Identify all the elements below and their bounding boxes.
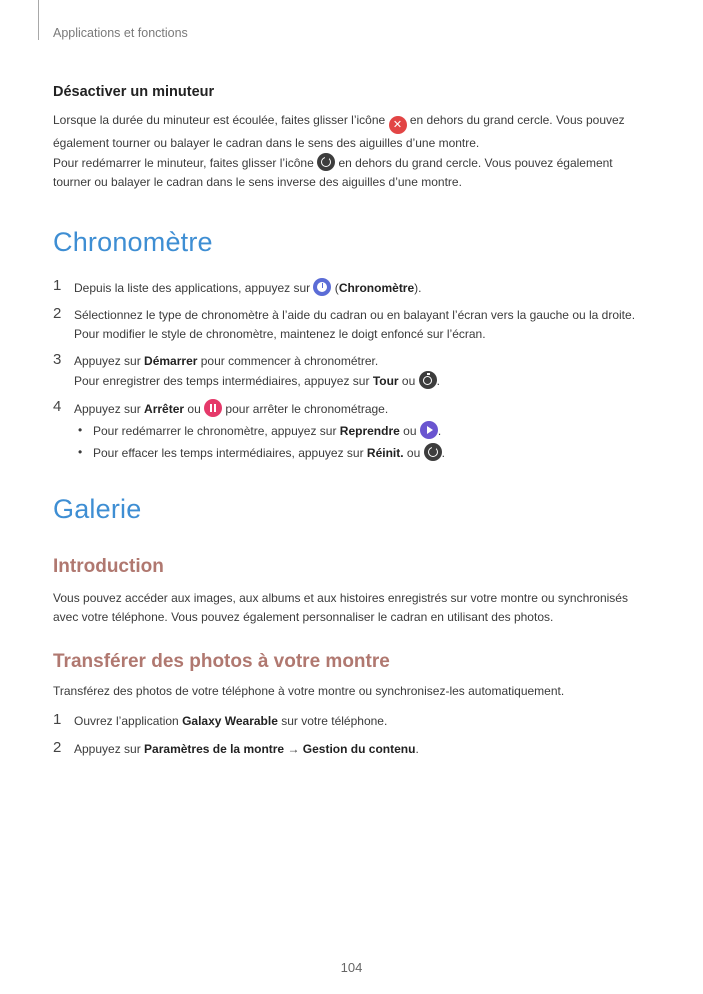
introduction-text xyxy=(53,589,653,627)
lap-icon xyxy=(419,371,437,389)
text: Pour redémarrer le minuteur, faites glisser l’icône xyxy=(53,156,318,170)
desactiver-paragraph-1 xyxy=(53,111,653,153)
text: Pour modifier le style de chronomètre, maintenez le doigt enfoncé sur l’écran. xyxy=(74,327,486,341)
text: Pour redémarrer le chronomètre, appuyez sur xyxy=(93,424,340,438)
transfer-title: Transférer des photos à votre montre xyxy=(53,651,390,672)
text: en dehors du grand cercle. Vous pouvez également tourner ou balayer le cadran dans le sens des aiguilles d’une montre. xyxy=(53,113,625,150)
text: → xyxy=(284,742,303,756)
transfer-text xyxy=(53,682,653,701)
step-number: 1 xyxy=(53,711,62,728)
text-bold: Reprendre xyxy=(339,424,400,438)
text-bold: Gestion du contenu xyxy=(302,742,416,756)
galerie-title: Galerie xyxy=(53,494,142,524)
text-bold: Démarrer xyxy=(144,354,198,368)
step-number: 1 xyxy=(53,277,62,294)
text: . xyxy=(436,374,440,388)
pause-icon xyxy=(204,399,222,417)
bullet-item xyxy=(74,443,674,463)
text: Vous pouvez accéder aux images, aux albums et aux histoires enregistrés sur votre montre ou synchronisés avec votre téléphone. Vous pouvez également personnaliser le cadran en utilisant des photos. xyxy=(53,591,628,624)
text-bold: Réinit. xyxy=(366,446,404,460)
text: . xyxy=(441,446,445,460)
text-bold: Arrêter xyxy=(144,402,185,416)
chronometre-step-3 xyxy=(53,352,674,391)
text: ). xyxy=(414,281,422,295)
text: pour commencer à chronométrer. xyxy=(197,354,379,368)
step-number: 3 xyxy=(53,351,62,368)
text-bold: Chronomètre xyxy=(338,281,415,295)
stopwatch-app-icon xyxy=(313,278,331,296)
text: Ouvrez l’application xyxy=(74,714,183,728)
header-divider xyxy=(38,0,39,40)
chronometre-title: Chronomètre xyxy=(53,227,213,257)
text: ( xyxy=(331,281,339,295)
text: Appuyez sur xyxy=(74,742,145,756)
text-bold: Paramètres de la montre xyxy=(144,742,285,756)
page-header: Applications et fonctions xyxy=(53,26,188,40)
text: sur votre téléphone. xyxy=(277,714,388,728)
galerie-step-2 xyxy=(53,740,674,759)
step-number: 2 xyxy=(53,739,62,756)
bullet-item xyxy=(74,421,674,441)
text: pour arrêter le chronométrage. xyxy=(222,402,389,416)
desactiver-paragraph-2 xyxy=(53,153,653,192)
chronometre-step-4 xyxy=(53,399,674,463)
reset-icon xyxy=(424,443,442,461)
text: Depuis la liste des applications, appuyez sur xyxy=(74,281,314,295)
text: Appuyez sur xyxy=(74,402,145,416)
text: ou xyxy=(399,424,420,438)
chronometre-step-2 xyxy=(53,306,674,344)
chronometre-step-1 xyxy=(53,278,674,298)
text: . xyxy=(437,424,442,438)
text: Pour effacer les temps intermédiaires, appuyez sur xyxy=(93,446,367,460)
play-icon xyxy=(420,421,438,439)
text: en dehors du grand cercle. Vous pouvez également tourner ou balayer le cadran dans le sens inverse des aiguilles d’une montre. xyxy=(53,156,613,189)
restart-icon xyxy=(317,153,335,171)
galerie-step-1 xyxy=(53,712,674,731)
text: Appuyez sur xyxy=(74,354,145,368)
text: . xyxy=(415,742,419,756)
step-number: 4 xyxy=(53,398,62,415)
text-bold: Tour xyxy=(372,374,399,388)
text: Transférez des photos de votre téléphone à votre montre ou synchronisez-les automatiquement. xyxy=(53,684,565,698)
text: ou xyxy=(403,446,424,460)
introduction-title: Introduction xyxy=(53,556,164,577)
text: Sélectionnez le type de chronomètre à l’aide du cadran ou en balayant l’écran vers la gauche ou la droite. xyxy=(74,308,636,322)
text: Lorsque la durée du minuteur est écoulée, faites glisser l’icône xyxy=(53,113,389,127)
text: ou xyxy=(398,374,419,388)
section-heading-desactiver: Désactiver un minuteur xyxy=(53,84,215,100)
page-number: 104 xyxy=(340,960,363,975)
text: Pour enregistrer des temps intermédiaires, appuyez sur xyxy=(74,374,373,388)
text-bold: Galaxy Wearable xyxy=(182,714,278,728)
step-number: 2 xyxy=(53,305,62,322)
close-icon: ✕ xyxy=(389,116,407,134)
text: ou xyxy=(184,402,205,416)
